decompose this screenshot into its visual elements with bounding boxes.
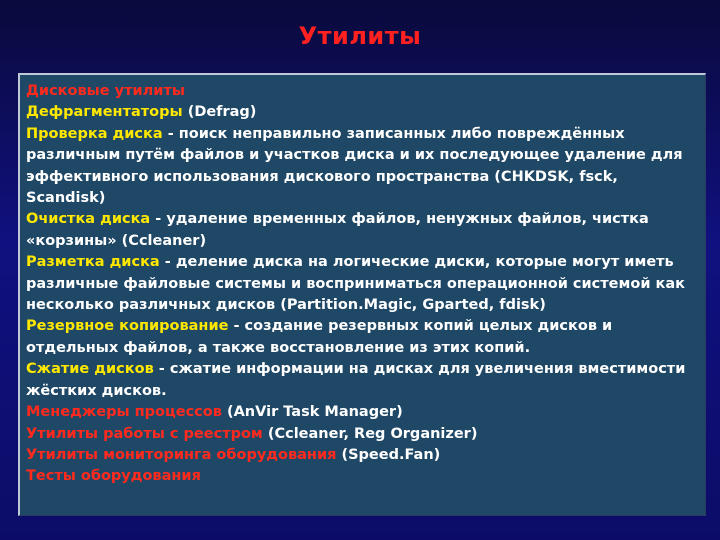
item-term: Разметка диска [26,254,160,271]
item-term: Проверка диска [26,125,163,142]
item-desc: - сжатие информации на дисках для увеличения вместимости жёстких дисков. [26,361,686,399]
item-desc: - поиск неправильно записанных либо повреждённых различным путём файлов и участков диска и их последующее удаление для эффективного использования дискового пространства (CHKDSK, fsck, Scandisk) [26,125,683,207]
item-term: Тесты оборудования [26,468,201,485]
item-desc: - создание резервных копий целых дисков и отдельных файлов, а также восстановление из этих копий. [26,318,613,356]
list-item-disk-partitioning [26,252,697,316]
item-term: Сжатие дисков [26,361,154,378]
list-item-hardware-tests [26,466,697,487]
list-item-disk-utilities [26,81,697,102]
item-desc: - деление диска на логические диски, которые могут иметь различные файловые системы и восприниматься операционной системой как несколько различных дисков (Partition.Magic, Gparted, fdisk) [26,254,685,314]
item-term: Очистка диска [26,211,151,228]
list-item-process-managers [26,402,697,423]
item-desc: (Ccleaner, Reg Organizer) [262,425,478,442]
list-item-registry-utilities [26,424,697,445]
item-desc: - удаление временных файлов, ненужных файлов, чистка «корзины» (Ccleaner) [26,211,649,249]
item-desc: (Defrag) [182,104,257,121]
list-item-disk-cleanup [26,209,697,252]
item-term: Менеджеры процессов [26,404,222,421]
slide-title: Утилиты [298,22,422,50]
item-term: Дефрагментаторы [26,104,183,121]
item-desc: (Speed.Fan) [336,446,441,463]
content-panel [18,73,706,516]
list-item-hardware-monitoring [26,445,697,466]
item-term: Утилиты мониторинга оборудования [26,446,337,463]
item-term: Дисковые утилиты [26,83,185,99]
item-desc: (AnVir Task Manager) [221,404,403,421]
list-item-disk-compression [26,359,697,402]
list-item-defrag [26,102,697,123]
item-term: Резервное копирование [26,318,229,335]
item-term: Утилиты работы с реестром [26,425,263,442]
list-item-backup [26,316,697,359]
list-item-disk-check [26,124,697,210]
